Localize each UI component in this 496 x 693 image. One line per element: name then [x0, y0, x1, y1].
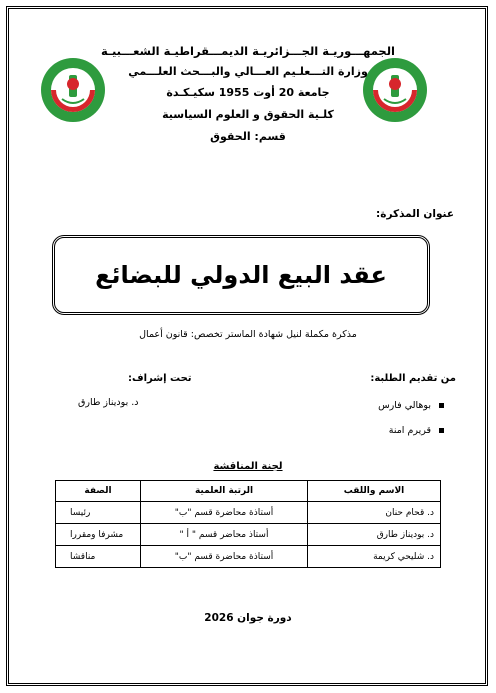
- students-label: من تقديم الطلبة:: [370, 373, 456, 384]
- table-row: [56, 524, 441, 546]
- table-cell: مشرفا ومقررا: [56, 524, 141, 546]
- committee-title: لجنة المناقشة: [213, 461, 283, 472]
- committee-table: [55, 480, 441, 568]
- column-header: الاسم واللقب: [308, 481, 441, 502]
- table-cell: د. بوديناز طارق: [308, 524, 441, 546]
- header-republic: الجمهـــوريـة الجـــزائريـة الديمـــقراطيـة الشعـــبيـة: [101, 44, 395, 58]
- table-cell: أستاذ محاضر قسم " أ ": [141, 524, 308, 546]
- list-item: [378, 393, 444, 418]
- session-date: دورة جوان 2026: [204, 612, 292, 624]
- table-cell: أستاذة محاضرة قسم "ب": [141, 546, 308, 568]
- table-cell: د. شليحي كريمة: [308, 546, 441, 568]
- header-department: قسم: الحقوق: [210, 130, 286, 143]
- table-cell: رئيسا: [56, 502, 141, 524]
- table-row: [56, 546, 441, 568]
- supervisor-label: تحت إشراف:: [128, 373, 192, 384]
- memo-subtitle: مذكرة مكملة لنيل شهادة الماستر تخصص: قانون أعمال: [139, 329, 357, 340]
- bullet-icon: [439, 403, 444, 408]
- title-box: [52, 235, 430, 315]
- column-header: الرتبة العلمية: [141, 481, 308, 502]
- header-university: جامعة 20 أوت 1955 سكيـكـدة: [166, 86, 330, 99]
- header-ministry: وزارة التـــعلـيم العـــالي والبـــحث العلـــمي: [128, 65, 368, 78]
- students-list: [378, 393, 444, 443]
- table-cell: مناقشا: [56, 546, 141, 568]
- bullet-icon: [439, 428, 444, 433]
- memo-title-label: عنوان المذكرة:: [376, 208, 454, 220]
- supervisor-name: د. بوديناز طارق: [78, 397, 139, 408]
- memo-title: عقد البيع الدولي للبضائع: [95, 261, 387, 289]
- table-cell: أستاذة محاضرة قسم "ب": [141, 502, 308, 524]
- column-header: الصفة: [56, 481, 141, 502]
- table-header-row: [56, 481, 441, 502]
- student-name: بوهالي فارس: [378, 400, 431, 411]
- header-faculty: كلـية الحقوق و العلوم السياسية: [162, 108, 334, 121]
- student-name: قريرم امنة: [388, 425, 431, 436]
- table-row: [56, 502, 441, 524]
- list-item: [378, 418, 444, 443]
- table-cell: د. قحام حنان: [308, 502, 441, 524]
